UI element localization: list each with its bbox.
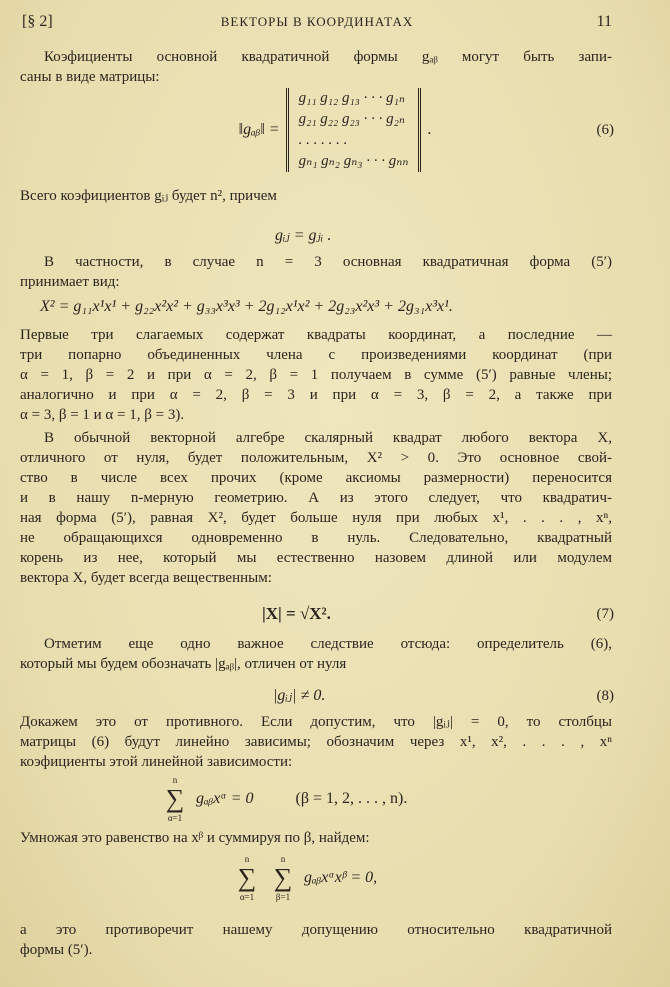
- paragraph-line: Отметим еще одно важное следствие отсюда: определитель (6),: [44, 636, 612, 652]
- paragraph-line: коэфициенты этой линейной зависимости:: [20, 754, 293, 770]
- paragraph-line: ная форма (5′), равная X², будет больше нуля при любых x¹, . . . , xⁿ,: [20, 510, 612, 526]
- sum-lower-limit: α=1: [167, 813, 183, 823]
- paragraph-line: и в нашу n-мерную геометрию. А из этого следует, что квадратич-: [20, 490, 612, 506]
- equation-number: (8): [596, 688, 614, 704]
- paragraph-line: В частности, в случае n = 3 основная квадратичная форма (5′): [44, 254, 612, 270]
- sum-body: gₐᵦxᵅxᵝ = 0,: [304, 869, 378, 886]
- paragraph-line: вектора X, будет всегда вещественным:: [20, 570, 272, 586]
- paragraph-line: α = 1, β = 2 и при α = 2, β = 1 получаем в сумме (5′) равные члены;: [20, 367, 612, 383]
- page-number: 11: [596, 13, 612, 30]
- paragraph-line: который мы будем обозначать |gₐᵦ|, отличен от нуля: [20, 656, 347, 672]
- equation-number: (7): [596, 606, 614, 622]
- equation-number: (6): [596, 122, 614, 138]
- matrix-row: g₂₁ g₂₂ g₂₃ · · · g₂ₙ: [298, 111, 405, 127]
- quadratic-form-equation: X² = g₁₁x¹x¹ + g₂₂x²x² + g₃₃x³x³ + 2g₁₂x¹x² + 2g₂₃x²x³ + 2g₃₁x³x¹.: [40, 298, 453, 315]
- sigma-symbol: ∑: [237, 863, 257, 892]
- sum-upper-limit: n: [280, 854, 286, 864]
- determinant-inequality: |gᵢⱼ| ≠ 0.: [273, 687, 326, 704]
- paragraph-line: матрицы (6) будут линейно зависимы; обозначим через x¹, x², . . . , xⁿ: [20, 734, 612, 750]
- paragraph-line: Первые три слагаемых содержат квадраты координат, а последние —: [20, 327, 612, 343]
- matrix-period: .: [427, 121, 432, 138]
- paragraph-line: Докажем это от противного. Если допустим, что |gᵢⱼ| = 0, то столбцы: [20, 714, 612, 730]
- paragraph-line: принимает вид:: [20, 274, 120, 290]
- sigma-symbol: ∑: [165, 784, 185, 813]
- matrix-row: gₙ₁ gₙ₂ gₙ₃ · · · gₙₙ: [298, 153, 409, 169]
- sigma-symbol: ∑: [273, 863, 293, 892]
- paragraph-line: саны в виде матрицы:: [20, 69, 160, 85]
- paragraph-line: Коэфициенты основной квадратичной формы gₐᵦ могут быть запи-: [44, 49, 612, 65]
- sum-upper-limit: n: [172, 775, 178, 785]
- paragraph-line: Всего коэфициентов gᵢⱼ будет n², причем: [20, 188, 277, 204]
- matrix-row: g₁₁ g₁₂ g₁₃ · · · g₁ₙ: [298, 90, 405, 106]
- symmetry-equation: gᵢⱼ = gⱼᵢ .: [275, 227, 332, 244]
- sum-operator: [160, 775, 190, 823]
- paragraph-line: аналогично и при α = 2, β = 3 и при α = 3, β = 2, а также при: [20, 387, 612, 403]
- paragraph-line: В обычной векторной алгебре скалярный квадрат любого вектора X,: [44, 430, 612, 446]
- paragraph-line: отличного от нуля, будет положительным, X² > 0. Это основное свой-: [20, 450, 612, 466]
- running-header: [22, 12, 612, 32]
- paragraph-line: не обращающихся одновременно в нуль. Следовательно, квадратный: [20, 530, 612, 546]
- sum-operator-alpha: [232, 854, 262, 902]
- sum-operator-beta: [268, 854, 298, 902]
- sum-lower-limit: β=1: [275, 892, 291, 902]
- chapter-title: ВЕКТОРЫ В КООРДИНАТАХ: [220, 14, 414, 29]
- matrix-row: . . . . . . .: [298, 132, 348, 148]
- paragraph-line: корень из нее, который мы естественно назовем длиной или модулем: [20, 550, 612, 566]
- sum-upper-limit: n: [244, 854, 250, 864]
- paragraph-line: α = 3, β = 1 и α = 1, β = 3).: [20, 407, 185, 423]
- sum-condition: (β = 1, 2, . . . , n).: [295, 790, 408, 807]
- coefficient-matrix: [286, 88, 422, 172]
- paragraph-line: ство в числе всех прочих (кроме аксиомы размерности) переносится: [20, 470, 612, 486]
- linear-dependence-equation: [160, 775, 407, 823]
- double-sum-equation: [232, 854, 377, 902]
- paragraph-line: формы (5′).: [20, 942, 93, 958]
- paragraph-line: три попарно объединенных члена с произведениями координат (при: [20, 347, 612, 363]
- section-mark: [§ 2]: [22, 13, 53, 30]
- paragraph-line: а это противоречит нашему допущению относительно квадратичной: [20, 922, 612, 938]
- sum-body: gₐᵦxᵅ = 0: [196, 790, 254, 807]
- vector-length-equation: |X| = √X².: [262, 604, 331, 623]
- paragraph-line: Умножая это равенство на xᵝ и суммируя по β, найдем:: [20, 830, 370, 846]
- matrix-lhs: ‖gₐᵦ‖ =: [238, 121, 280, 138]
- sum-lower-limit: α=1: [239, 892, 255, 902]
- matrix-equation: [0, 88, 670, 172]
